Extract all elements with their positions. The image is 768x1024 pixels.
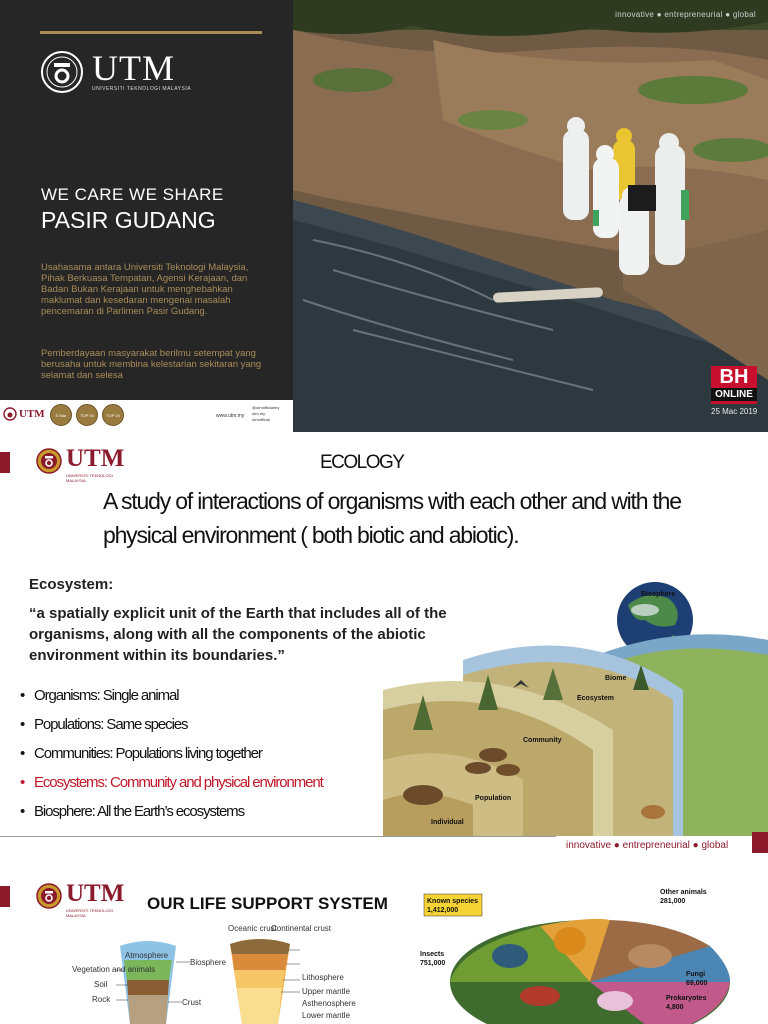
- label-soil: Soil: [94, 980, 108, 989]
- footer-utm-logo: UTM: [19, 408, 45, 420]
- pollution-photo: [293, 0, 768, 432]
- social-handle[interactable]: utm.my: [252, 411, 266, 416]
- mini-utm-seal-icon: [3, 407, 17, 421]
- ranking-badge-icon: TOP 50: [76, 404, 98, 426]
- label-asthenosphere: Asthenosphere: [302, 999, 356, 1008]
- list-item: • Communities: Populations living together: [20, 745, 262, 762]
- utm-seal-icon: [36, 448, 62, 474]
- utm-logo: [40, 50, 240, 98]
- footer-divider: [0, 836, 556, 837]
- list-item: • Organisms: Single animal: [20, 687, 179, 704]
- label-individual: Individual: [431, 819, 464, 826]
- label-biome: Biome: [605, 675, 627, 682]
- page-title: OUR LIFE SUPPORT SYSTEM: [147, 894, 388, 913]
- label-vegetation: Vegetation and animals: [72, 965, 156, 974]
- utm-wordmark: UTM: [92, 48, 175, 88]
- label-biosphere: Biosphere: [190, 958, 227, 967]
- label-continental-crust: Continental crust: [271, 924, 332, 933]
- value-insects: 751,000: [420, 960, 446, 967]
- utm-subtitle: UNIVERSITI TEKNOLOGI MALAYSIA: [66, 908, 113, 918]
- value-other-animals: 281,000: [660, 898, 686, 905]
- label-known-species: Known species: [427, 898, 478, 905]
- slide-ecology: [0, 432, 768, 864]
- ecology-definition: A study of interactions of organisms with each other and with the physical environment ( both biotic and abiotic).: [103, 488, 681, 548]
- value-prokaryotes: 4,800: [666, 1004, 684, 1011]
- label-population: Population: [475, 795, 512, 802]
- bh-logo-top: BH: [719, 366, 749, 388]
- label-other-animals: Other animals: [660, 889, 707, 896]
- page-title: ECOLOGY: [320, 452, 404, 473]
- list-item: • Biosphere: All the Earth’s ecosystems: [20, 803, 244, 820]
- utm-logo: [36, 880, 126, 918]
- label-oceanic-crust: Oceanic crust: [228, 924, 277, 933]
- label-crust: Crust: [182, 998, 202, 1007]
- label-fungi: Fungi: [686, 971, 706, 978]
- bh-logo-bottom: ONLINE: [711, 388, 757, 401]
- left-panel: [0, 0, 293, 432]
- utm-seal-icon: [36, 883, 62, 909]
- label-rock: Rock: [92, 995, 111, 1004]
- label-ecosystem: Ecosystem: [577, 695, 614, 702]
- social-handle[interactable]: utmofficial: [252, 417, 270, 422]
- ecosystem-definition: “a spatially explicit unit of the Earth that includes all of the organisms, along with all the components of the abiotic environment within its boundaries.”: [29, 605, 447, 664]
- list-item: • Populations: Same species: [20, 716, 188, 733]
- slide-pasir-gudang: [0, 0, 768, 432]
- utm-logo: [36, 445, 126, 483]
- ecology-levels-illustration: [383, 580, 768, 836]
- social-handle[interactable]: @utmofficialmy: [252, 405, 280, 410]
- label-lower-mantle: Lower mantle: [302, 1011, 351, 1020]
- maroon-marker: [0, 452, 10, 473]
- value-known-species: 1,412,000: [427, 907, 459, 914]
- slide-life-support: [0, 864, 768, 1024]
- utm-wordmark: UTM: [66, 445, 125, 472]
- label-lithosphere: Lithosphere: [302, 973, 344, 982]
- maroon-marker: [752, 832, 768, 853]
- river-scene-image: [293, 0, 768, 432]
- footer-slogan: innovative ● entrepreneurial ● global: [566, 840, 729, 851]
- earth-layers-diagram: [70, 920, 356, 1024]
- value-fungi: 69,000: [686, 980, 708, 987]
- social-handles: [252, 405, 279, 423]
- utm-seal-icon: [40, 50, 84, 94]
- label-insects: Insects: [420, 951, 445, 958]
- ranking-badge-icon: 5 Star: [50, 404, 72, 426]
- label-prokaryotes: Prokaryotes: [666, 995, 707, 1002]
- description-paragraph-2: Pemberdayaan masyarakat berilmu setempat yang berusaha untuk membina kelestarian sekitaran yang selamat dan selesa: [41, 348, 262, 381]
- tagline-pasir-gudang: PASIR GUDANG: [41, 207, 216, 233]
- utm-subtitle: UNIVERSITI TEKNOLOGI MALAYSIA: [92, 86, 192, 92]
- website-link[interactable]: www.utm.my: [216, 413, 245, 419]
- list-item-highlighted: • Ecosystems: Community and physical environment: [20, 774, 323, 791]
- ecosystem-heading: Ecosystem:: [29, 576, 114, 593]
- ranking-badge-icon: TOP 20: [102, 404, 124, 426]
- slogan-text: innovative ● entrepreneurial ● global: [615, 10, 756, 19]
- utm-subtitle: UNIVERSITI TEKNOLOGI MALAYSIA: [66, 473, 113, 483]
- bh-online-logo: [711, 366, 757, 404]
- gold-divider: [40, 31, 262, 34]
- description-paragraph-1: Usahasama antara Universiti Teknologi Malaysia, Pihak Berkuasa Tempatan, Agensi Kerajaan, dan Badan Bukan Kerajaan untuk menghebahkan maklumat dan kesedaran mengenai masalah pencemaran di Parlimen Pasir Gudang.: [41, 262, 249, 317]
- label-biosphere: Biosphere: [641, 591, 676, 598]
- news-date: 25 Mac 2019: [711, 407, 758, 416]
- label-upper-mantle: Upper mantle: [302, 987, 351, 996]
- maroon-marker: [0, 886, 10, 907]
- tagline-we-care: WE CARE WE SHARE: [41, 185, 224, 204]
- slide1-footer: [0, 400, 293, 432]
- ecology-levels-list: [20, 685, 323, 830]
- species-diversity-diagram: [420, 886, 768, 1024]
- label-community: Community: [523, 737, 562, 744]
- utm-wordmark: UTM: [66, 880, 125, 907]
- label-atmosphere: Atmosphere: [125, 951, 169, 960]
